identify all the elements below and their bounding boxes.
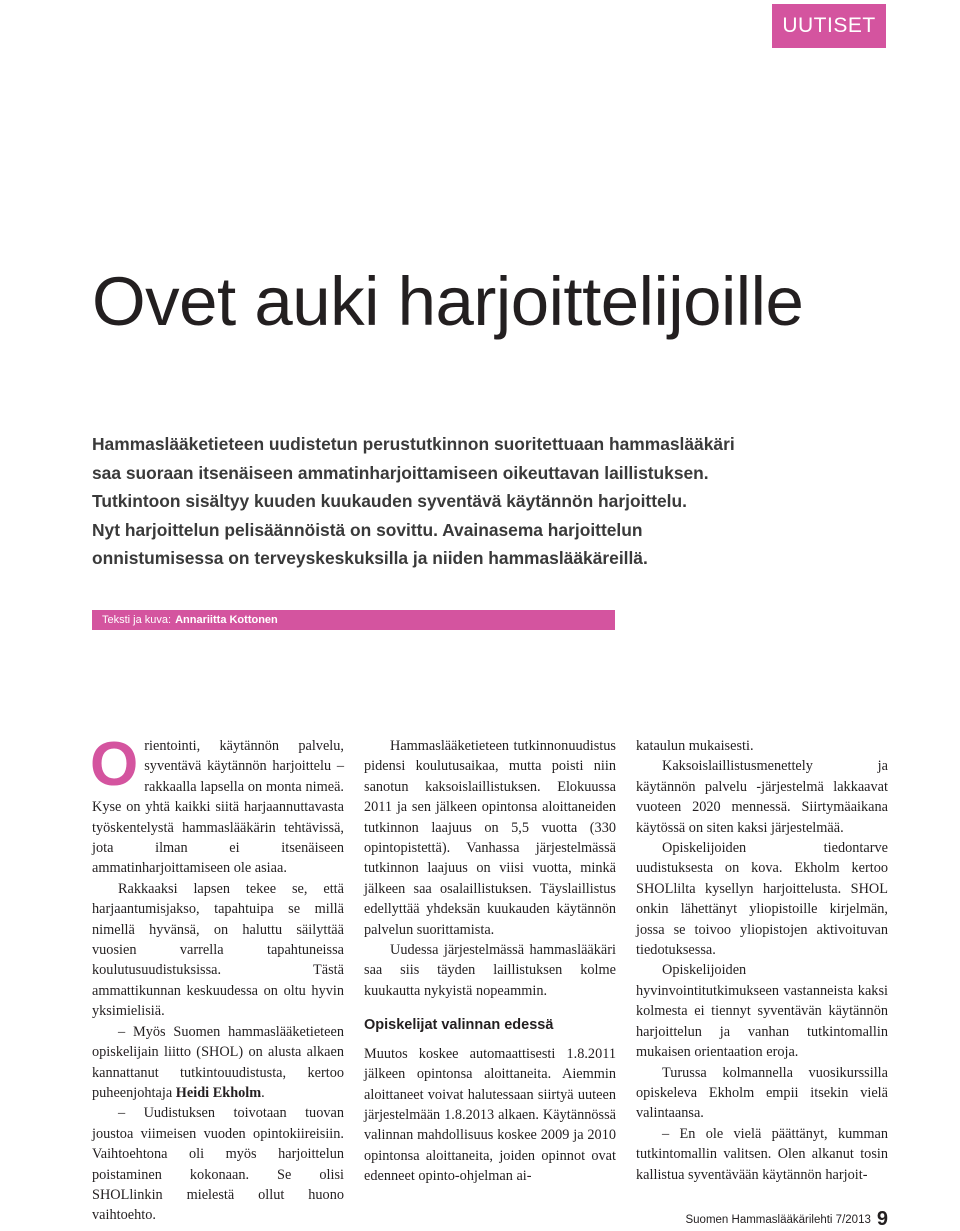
lead-line: Nyt harjoittelun pelisäännöistä on sovittu. Avainasema harjoittelun	[92, 519, 643, 540]
paragraph-text: rientointi, käytännön palvelu, syventävä käytännön harjoittelu – rakkaalla lapsella on monta nimeä. Kyse on yhtä kaikki siitä harjaannuttavasta työskentelystä hammaslääkärin tehtävissä, jota ilman ei itsenäiseen ammatinharjoittamiseen ole asiaa.	[92, 738, 344, 877]
body-column-1	[90, 730, 344, 1226]
body-paragraph: Hammaslääketieteen tutkinnonuudistus pidensi koulutusaikaa, mutta poisti niin sanotun kaksoislaillistuksen. Elokuussa 2011 ja sen jälkeen opintonsa aloittaneiden tutkinnon laajuus on 5,5 vuotta (330 opintopistettä). Vanhassa järjestelmässä tutkinnon laajuus on viisi vuotta, minkä jälkeen saa osalaillistuksen. Täyslaillistus edellyttää yhdeksän kuukauden käytännön palvelun suorittamista.	[364, 738, 616, 938]
lead-line: saa suoraan itsenäiseen ammatinharjoittamiseen oikeuttavan laillistuksen.	[92, 462, 709, 483]
body-paragraph: Opiskelijoiden tiedontarve uudistuksesta on kova. Ekholm kertoo SHOLlilta kysellyn harjoittelusta. SHOL onkin lähettänyt yliopistoille kirjelmän, jossa se toivoo yliopistojen aktivoituvan tiedotuksessa.	[636, 840, 888, 959]
body-column-3	[636, 736, 888, 1185]
body-paragraph: Muutos koskee automaattisesti 1.8.2011 jälkeen opintonsa aloittaneita. Aiemmin aloittaneet voivat halutessaan siirtyä uuteen järjestelmään 1.8.2013 alkaen. Käytännössä valinnan mahdollisuus koskee 2009 ja 2010 opintonsa aloittaneita, joiden opinnot ovat edenneet opinto-ohjelman ai-	[364, 1045, 616, 1185]
body-paragraph: kataulun mukaisesti.	[636, 738, 754, 754]
body-paragraph	[90, 730, 344, 879]
subheading: Opiskelijat valinnan edessä	[364, 1017, 554, 1034]
person-name: Heidi Ekholm	[175, 1084, 262, 1101]
lead-line: Tutkintoon sisältyy kuuden kuukauden syventävä käytännön harjoittelu.	[92, 491, 687, 511]
lead-line: Hammaslääketieteen uudistetun perustutkinnon suoritettuaan hammaslääkäri	[92, 434, 735, 454]
body-paragraph: Kaksoislaillistusmenettely ja käytännön palvelu -järjestelmä lakkaavat vuoteen 2020 mennessä. Siirtymäaikana käytössä on siten kaksi järjestelmää.	[636, 758, 888, 836]
body-paragraph: Uudessa järjestelmässä hammaslääkäri saa siis täyden laillistuksen kolme kuukautta nykyistä nopeammin.	[364, 942, 616, 999]
body-column-2	[364, 736, 616, 1187]
byline-author: Annariitta Kottonen	[175, 614, 278, 626]
page-number: 9	[876, 1208, 888, 1230]
body-paragraph: Opiskelijoiden hyvinvointitutkimukseen vastanneista kaksi kolmesta ei tiennyt syventävän käytännön harjoittelun ja vanhan tutkintomallin mukaisen orientaation eroja.	[636, 962, 888, 1061]
article-title: Ovet auki harjoittelijoille	[92, 263, 804, 340]
body-paragraph: Rakkaaksi lapsen tekee se, että harjaantumisjakso, tapahtuipa se millä nimellä hyvänsä, on haluttu säilyttää vuosien varrella tapahtuneissa koulutusuudistuksissa. Tästä ammattikunnan keskuudessa on oltu hyvin yksimielisiä.	[92, 880, 344, 1020]
byline-bar	[92, 610, 615, 630]
drop-cap: O	[90, 730, 139, 799]
section-tag: UUTISET	[772, 4, 886, 48]
lead-paragraph	[92, 430, 812, 573]
lead-line: onnistumisessa on terveyskeskuksilla ja niiden hammaslääkäreillä.	[92, 548, 648, 568]
paragraph-text: – Myös Suomen hammaslääketieteen opiskelijain liitto (SHOL) on alusta alkaen kannattanut tutkintouudistusta, kertoo puheenjohtaja	[92, 1023, 344, 1101]
body-paragraph: – Uudistuksen toivotaan tuovan joustoa viimeisen vuoden opintokiireisiin. Vaihtoehtona oli myös harjoittelun poistaminen kokonaan. Se olisi SHOLlinkin mielestä ollut huono vaihtoehto.	[92, 1105, 344, 1224]
page-footer	[685, 1208, 888, 1231]
body-paragraph	[92, 1022, 344, 1104]
byline-label: Teksti ja kuva:	[102, 614, 172, 626]
body-paragraph: – En ole vielä päättänyt, kumman tutkintomallin valitsen. Olen alkanut tosin kallistua syventävään käytännön harjoit-	[636, 1125, 888, 1183]
paragraph-text: .	[261, 1084, 265, 1101]
publication-name: Suomen Hammaslääkärilehti 7/2013	[685, 1214, 871, 1226]
body-paragraph: Turussa kolmannella vuosikurssilla opiskeleva Ekholm empii itsekin vielä valintaansa.	[636, 1064, 888, 1122]
